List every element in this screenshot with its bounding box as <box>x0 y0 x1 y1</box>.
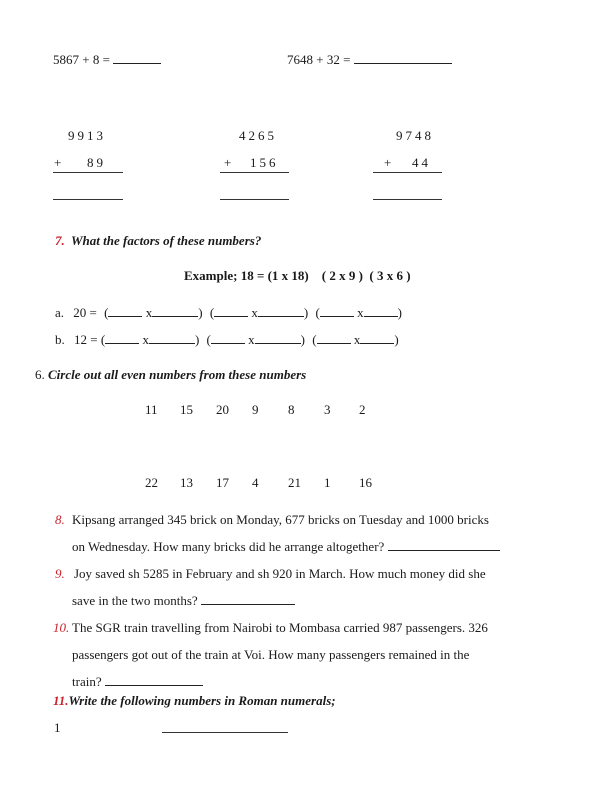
factors-example: Example; 18 = (1 x 18) ( 2 x 9 ) ( 3 x 6 ) <box>184 268 411 283</box>
number-item[interactable]: 15 <box>180 402 193 417</box>
sum-top: 9748 <box>396 128 434 143</box>
question-line: Joy saved sh 5285 in February and sh 920 in March. How much money did she <box>74 566 486 581</box>
question-7-heading <box>55 233 261 249</box>
number-item[interactable]: 1 <box>324 475 331 490</box>
factor-blank[interactable] <box>108 304 142 317</box>
sum-line <box>53 172 123 173</box>
answer-blank[interactable] <box>201 592 295 605</box>
question-line: train? <box>72 668 203 695</box>
answer-blank[interactable] <box>113 51 161 64</box>
plus-sign: + <box>384 155 392 170</box>
number-item[interactable]: 8 <box>288 402 295 417</box>
factor-row-a: a. 20 = ( x ) ( x ) ( x ) <box>55 305 402 320</box>
sum-top: 4265 <box>239 128 277 143</box>
number-item[interactable]: 22 <box>145 475 158 490</box>
inline-sum-2 <box>287 51 452 68</box>
factor-blank[interactable] <box>152 304 198 317</box>
factor-blank[interactable] <box>149 331 195 344</box>
number-item[interactable]: 9 <box>252 402 259 417</box>
factor-blank[interactable] <box>105 331 139 344</box>
question-number: 9. <box>55 566 65 581</box>
question-number: 8. <box>55 512 65 527</box>
sum-expression: 5867 + 8 = <box>53 52 110 67</box>
answer-blank[interactable] <box>354 51 452 64</box>
question-11-heading <box>53 693 336 709</box>
number-item[interactable]: 4 <box>252 475 259 490</box>
plus-sign: + <box>224 155 232 170</box>
question-title: Circle out all even numbers from these numbers <box>48 367 307 382</box>
roman-value: 1 <box>54 720 61 735</box>
factor-blank[interactable] <box>360 331 394 344</box>
item-label: b. <box>55 332 65 347</box>
factor-blank[interactable] <box>258 304 304 317</box>
number-item[interactable]: 21 <box>288 475 301 490</box>
question-6-heading <box>35 367 306 383</box>
question-line: save in the two months? <box>72 587 295 614</box>
question-line: The SGR train travelling from Nairobi to Mombasa carried 987 passengers. 326 <box>72 620 488 635</box>
number-item[interactable]: 13 <box>180 475 193 490</box>
factor-blank[interactable] <box>320 304 354 317</box>
item-expression: 12 = <box>74 332 98 347</box>
number-item[interactable]: 20 <box>216 402 229 417</box>
factor-row-b: b. 12 = ( x ) ( x ) ( x ) <box>55 332 399 347</box>
question-line: on Wednesday. How many bricks did he arrange altogether? <box>72 533 500 560</box>
sum-bottom: 156 <box>250 155 279 170</box>
roman-item-1 <box>54 720 61 736</box>
factor-blank[interactable] <box>211 331 245 344</box>
factor-blank[interactable] <box>317 331 351 344</box>
sum-bottom: 44 <box>412 155 431 170</box>
question-number: 10. <box>53 620 70 635</box>
question-title: Write the following numbers in Roman numerals; <box>68 693 336 708</box>
answer-blank[interactable] <box>388 538 500 551</box>
sum-expression: 7648 + 32 = <box>287 52 351 67</box>
question-number: 11. <box>53 693 69 708</box>
number-item[interactable]: 11 <box>145 402 158 417</box>
answer-line[interactable] <box>373 199 442 200</box>
sum-top: 9913 <box>68 128 106 143</box>
factor-blank[interactable] <box>214 304 248 317</box>
question-line: passengers got out of the train at Voi. How many passengers remained in the <box>72 647 470 662</box>
question-number: 6. <box>35 367 45 382</box>
question-line: Kipsang arranged 345 brick on Monday, 677 bricks on Tuesday and 1000 bricks <box>72 512 489 527</box>
roman-answer-line[interactable] <box>162 732 288 733</box>
sum-bottom: 89 <box>87 155 106 170</box>
question-title: What the factors of these numbers? <box>71 233 262 248</box>
sum-line <box>220 172 289 173</box>
answer-line[interactable] <box>220 199 289 200</box>
factor-blank[interactable] <box>255 331 301 344</box>
number-item[interactable]: 16 <box>359 475 372 490</box>
answer-line[interactable] <box>53 199 123 200</box>
plus-sign: + <box>54 155 62 170</box>
number-item[interactable]: 2 <box>359 402 366 417</box>
number-item[interactable]: 3 <box>324 402 331 417</box>
factor-blank[interactable] <box>364 304 398 317</box>
sum-line <box>373 172 442 173</box>
item-label: a. <box>55 305 65 320</box>
item-expression: 20 = <box>73 305 97 320</box>
inline-sum-1 <box>53 51 161 68</box>
answer-blank[interactable] <box>105 673 203 686</box>
number-item[interactable]: 17 <box>216 475 229 490</box>
question-number: 7. <box>55 233 65 248</box>
